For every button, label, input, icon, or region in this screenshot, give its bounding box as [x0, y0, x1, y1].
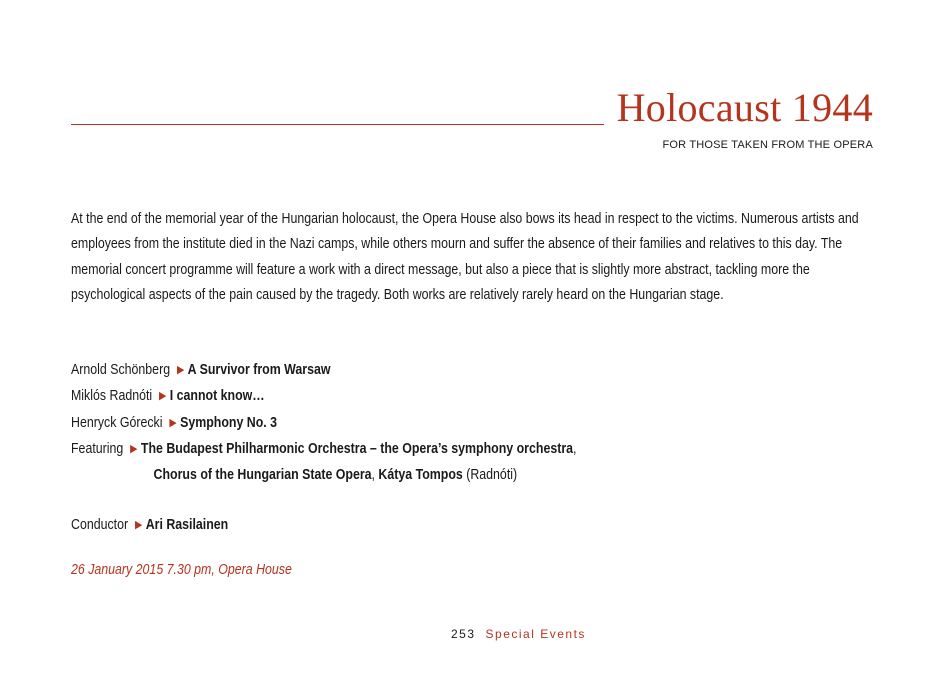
conductor-label: Conductor	[71, 517, 129, 534]
work-title: A Survivor from Warsaw	[187, 362, 331, 378]
composer-name: Miklós Radnóti	[71, 388, 153, 405]
composer-name: Henryck Górecki	[71, 414, 163, 431]
spacer	[71, 488, 759, 513]
triangle-right-icon: ▶	[176, 364, 185, 376]
featuring-row-2	[71, 463, 759, 488]
triangle-right-icon: ▶	[130, 442, 138, 455]
composer-name: Arnold Schönberg	[71, 362, 171, 378]
page-footer	[451, 627, 586, 641]
page-subtitle: FOR THOSE TAKEN FROM THE OPERA	[662, 139, 873, 151]
featuring-separator: ,	[371, 467, 379, 484]
conductor-row	[71, 513, 759, 539]
intro-paragraph: At the end of the memorial year of the Hungarian holocaust, the Opera House also bows its head in respect to the victims. Numerous artists and employees from the institute died in the Nazi camps, while others mourn and suffer the absence of their families and relatives to this day. The memorial concert programme will feature a work with a direct message, but also a piece that is slightly more abstract, tackling more the psychological aspects of the pain caused by the tragedy. Both works are relatively rarely heard on the Hungarian stage.	[71, 211, 859, 303]
event-date: 26 January 2015 7.30 pm, Opera House	[71, 562, 292, 578]
program-item	[71, 384, 759, 410]
featuring-orchestra: The Budapest Philharmonic Orchestra – the Opera’s symphony orchestra	[140, 440, 574, 457]
triangle-right-icon: ▶	[134, 519, 143, 532]
featuring-row	[71, 437, 759, 463]
featuring-comma: ,	[573, 440, 577, 457]
featuring-note: (Radnóti)	[462, 467, 518, 484]
triangle-right-icon: ▶	[159, 390, 167, 403]
work-title: I cannot know…	[169, 388, 265, 405]
featuring-label: Featuring	[71, 440, 124, 457]
work-title: Symphony No. 3	[180, 414, 278, 431]
triangle-right-icon: ▶	[169, 416, 177, 429]
program-item	[71, 411, 759, 437]
section-name: Special Events	[485, 627, 586, 641]
program-item	[71, 358, 759, 384]
conductor-name: Ari Rasilainen	[145, 517, 229, 534]
page-title: Holocaust 1944	[616, 85, 873, 130]
program-list	[71, 358, 759, 540]
page-number: 253	[451, 627, 476, 641]
header-rule	[71, 124, 604, 125]
featuring-chorus: Chorus of the Hungarian State Opera	[153, 467, 372, 484]
featuring-soloist: Kátya Tompos	[378, 467, 463, 484]
